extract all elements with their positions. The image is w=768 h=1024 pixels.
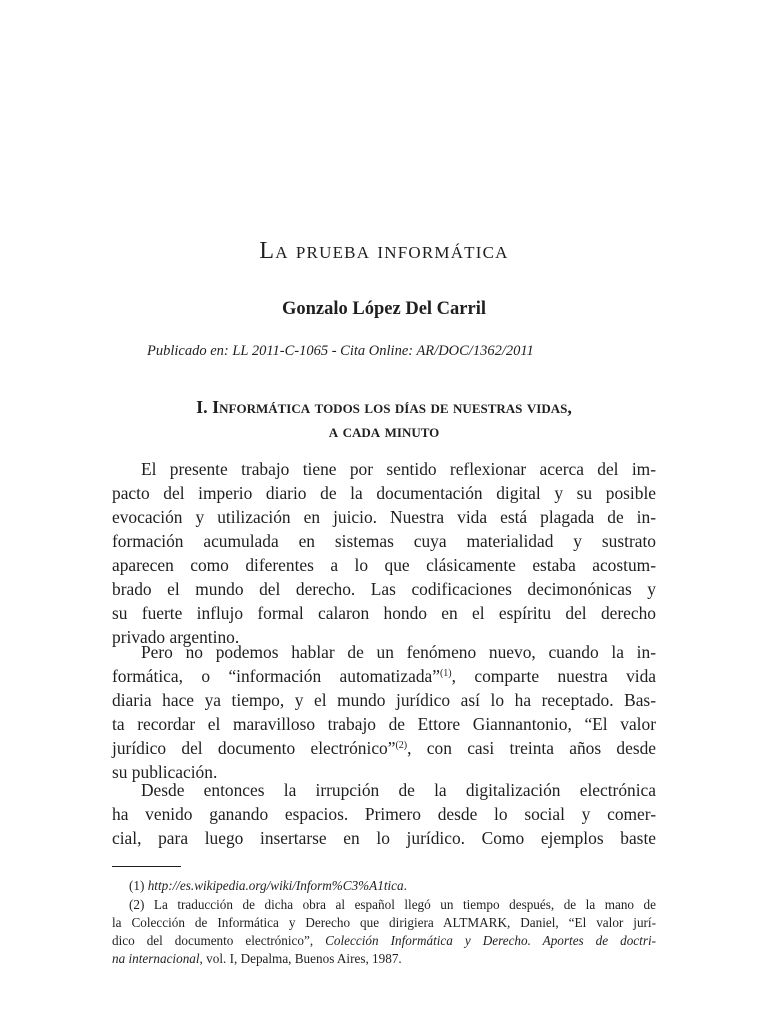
footnote-text: , vol. I, Depalma, Buenos Aires, 1987. — [199, 951, 402, 966]
text-line: formación acumulada en sistemas cuya materialidad y sustrato — [112, 531, 656, 551]
footnote-divider — [112, 866, 181, 867]
author-name: Gonzalo López Del Carril — [282, 299, 486, 319]
footnote-1 — [129, 877, 656, 895]
footnote-text-italic: na internacional — [112, 951, 200, 966]
footnote-2-line: (2) La traducción de dicha obra al español llegó un tiempo después, de la mano de — [129, 897, 656, 912]
text-line: su publicación. — [112, 762, 218, 782]
text-line: evocación y utilización en juicio. Nuestra vida está plagada de in- — [112, 507, 656, 527]
text-line: ha venido ganando espacios. Primero desde lo social y comer- — [112, 804, 656, 824]
footnote-text: dico del documento electrónico”, — [112, 933, 326, 948]
text-line: pacto del imperio diario de la documentación digital y su posible — [112, 483, 656, 503]
text-span: , comparte nuestra vida — [451, 666, 657, 686]
footnote-text: . — [403, 878, 407, 893]
footnote-2-line: la Colección de Informática y Derecho que dirigiera ALTMARK, Daniel, “El valor jurí- — [112, 915, 656, 930]
footnote-ref-2[interactable]: (2) — [395, 740, 408, 751]
footnote-text-italic: Colección Informática y Derecho. Aportes de doctri- — [325, 933, 657, 948]
footnote-2-line — [112, 932, 656, 950]
text-span: , con casi treinta años desde — [407, 738, 657, 758]
text-line: su fuerte influjo formal calaron hondo en el espíritu del derecho — [112, 603, 656, 623]
text-line: brado el mundo del derecho. Las codificaciones decimonónicas y — [112, 579, 656, 599]
text-line — [112, 664, 656, 688]
footnote-2-line — [112, 950, 656, 968]
text-line — [112, 736, 656, 760]
text-line: Pero no podemos hablar de un fenómeno nuevo, cuando la in- — [141, 642, 656, 662]
section-heading-continued: a cada minuto — [328, 421, 440, 441]
text-line: aparecen como diferentes a lo que clásicamente estaba acostum- — [112, 555, 656, 575]
text-line: cial, para luego insertarse en lo jurídico. Como ejemplos baste — [112, 828, 656, 848]
footnote-number: (1) — [129, 878, 145, 893]
publication-citation: Publicado en: LL 2011-C-1065 - Cita Online: AR/DOC/1362/2011 — [147, 343, 534, 359]
text-line: Desde entonces la irrupción de la digitalización electrónica — [141, 780, 656, 800]
page-title: La prueba informática — [259, 238, 509, 264]
section-heading: I. Informática todos los días de nuestras vidas, — [196, 397, 572, 417]
footnote-ref-1[interactable]: (1) — [439, 668, 452, 679]
text-span: formática, o “información automatizada” — [112, 666, 440, 686]
text-line: privado argentino. — [112, 627, 240, 647]
footnote-link[interactable]: http://es.wikipedia.org/wiki/Inform%C3%A1tica — [147, 878, 404, 893]
text-span: jurídico del documento electrónico” — [112, 738, 396, 758]
text-line: El presente trabajo tiene por sentido reflexionar acerca del im- — [141, 459, 656, 479]
text-line: diaria hace ya tiempo, y el mundo jurídico así lo ha receptado. Bas- — [112, 690, 656, 710]
text-line: ta recordar el maravilloso trabajo de Ettore Giannantonio, “El valor — [112, 714, 656, 734]
